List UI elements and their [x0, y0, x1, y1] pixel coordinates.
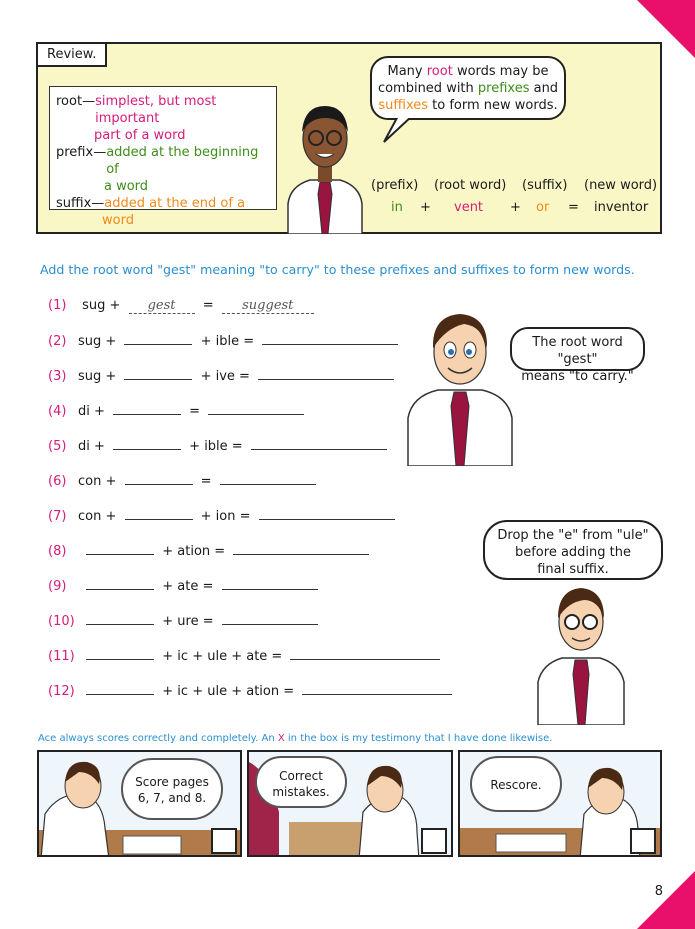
definition-prefix-cont: a word	[104, 179, 149, 194]
answer-blank-word-part[interactable]	[86, 648, 154, 660]
answer-blank-word[interactable]	[262, 333, 398, 345]
answer-blank-root[interactable]	[124, 333, 192, 345]
checkbox-rescore[interactable]	[630, 828, 656, 854]
corner-decoration-bottom	[637, 871, 695, 929]
formula-suffix: or	[536, 200, 550, 215]
review-tag: Review.	[38, 44, 107, 67]
answer-blank-word-part[interactable]	[86, 613, 154, 625]
formula-plus: +	[420, 200, 431, 215]
answer-blank-word[interactable]	[222, 578, 318, 590]
definitions-box	[49, 86, 277, 228]
answer-blank-word[interactable]	[222, 613, 318, 625]
comic-panel-correct	[247, 750, 453, 857]
exercise-1: (1) sug + gest = suggest	[48, 298, 314, 314]
definition-root: root— simplest, but most important	[56, 94, 217, 126]
answer-blank-root[interactable]	[113, 403, 181, 415]
thought-bubble-rescore: Rescore.	[470, 756, 562, 812]
review-box	[36, 42, 662, 234]
formula-prefix: in	[391, 200, 403, 215]
definition-prefix: prefix— added at the beginning of	[56, 145, 259, 177]
exercise-10: (10) + ure =	[48, 613, 322, 629]
answer-blank-root[interactable]	[125, 473, 193, 485]
definition-root-cont: part of a word	[94, 128, 186, 143]
exercise-11: (11) + ic + ule + ate =	[48, 648, 444, 664]
formula-header-prefix: (prefix)	[371, 178, 419, 193]
answer-blank-root[interactable]	[113, 438, 181, 450]
exercise-3: (3) sug + + ive =	[48, 368, 398, 384]
exercise-9: (9) + ate =	[48, 578, 322, 594]
exercise-8: (8) + ation =	[48, 543, 373, 559]
comic-panel-score	[37, 750, 242, 857]
student-illustration-middle	[406, 306, 514, 466]
formula-header-suffix: (suffix)	[522, 178, 568, 193]
root-words-speech-bubble: Many root words may be combined with prefixes and suffixes to form new words.	[370, 56, 566, 120]
page-number: 8	[654, 884, 663, 899]
answer-blank-word-part[interactable]	[86, 683, 154, 695]
answer-blank-word[interactable]	[302, 683, 452, 695]
exercise-2: (2) sug + + ible =	[48, 333, 402, 349]
formula-equals: =	[568, 200, 579, 215]
answer-blank-word-part[interactable]	[86, 543, 154, 555]
answer-blank-word[interactable]	[251, 438, 387, 450]
answer-blank-word[interactable]	[290, 648, 440, 660]
checkbox-correct[interactable]	[421, 828, 447, 854]
instruction-text: Add the root word "gest" meaning "to carry" to these prefixes and suffixes to form new words.	[40, 262, 635, 277]
formula-root: vent	[454, 200, 484, 215]
answer-blank-root[interactable]	[125, 508, 193, 520]
comic-panel-rescore	[458, 750, 662, 857]
definition-suffix-cont: word	[102, 213, 134, 228]
definition-suffix: suffix— added at the end of a	[56, 196, 246, 211]
thought-bubble-score: Score pages 6, 7, and 8.	[121, 758, 223, 820]
checkbox-score[interactable]	[211, 828, 237, 854]
exercise-7: (7) con + + ion =	[48, 508, 399, 524]
gest-speech-bubble: The root word "gest" means "to carry."	[510, 327, 645, 371]
answer-blank-word-part[interactable]	[86, 578, 154, 590]
formula-result: inventor	[594, 200, 649, 215]
answer-blank-word[interactable]	[220, 473, 316, 485]
answer-blank-word[interactable]	[208, 403, 304, 415]
answer-blank-word[interactable]	[233, 543, 369, 555]
answer-blank-word[interactable]	[258, 368, 394, 380]
exercise-5: (5) di + + ible =	[48, 438, 391, 454]
speech-bubble-tail	[378, 114, 418, 144]
example-answer-root: gest	[129, 298, 195, 314]
ace-scoring-line: Ace always scores correctly and completely. An X in the box is my testimony that I have done likewise.	[38, 733, 553, 744]
exercise-6: (6) con + =	[48, 473, 320, 489]
student-illustration-bottom	[534, 582, 628, 725]
drop-e-speech-bubble: Drop the "e" from "ule" before adding the final suffix.	[483, 520, 663, 580]
answer-blank-root[interactable]	[124, 368, 192, 380]
answer-blank-word[interactable]	[259, 508, 395, 520]
exercise-4: (4) di + =	[48, 403, 308, 419]
formula-header-root: (root word)	[434, 178, 507, 193]
thought-bubble-correct: Correct mistakes.	[255, 756, 347, 808]
example-answer-word: suggest	[222, 298, 314, 314]
student-illustration-review	[280, 94, 370, 234]
formula-plus: +	[510, 200, 521, 215]
formula-header-new-word: (new word)	[584, 178, 658, 193]
exercise-12: (12) + ic + ule + ation =	[48, 683, 456, 699]
